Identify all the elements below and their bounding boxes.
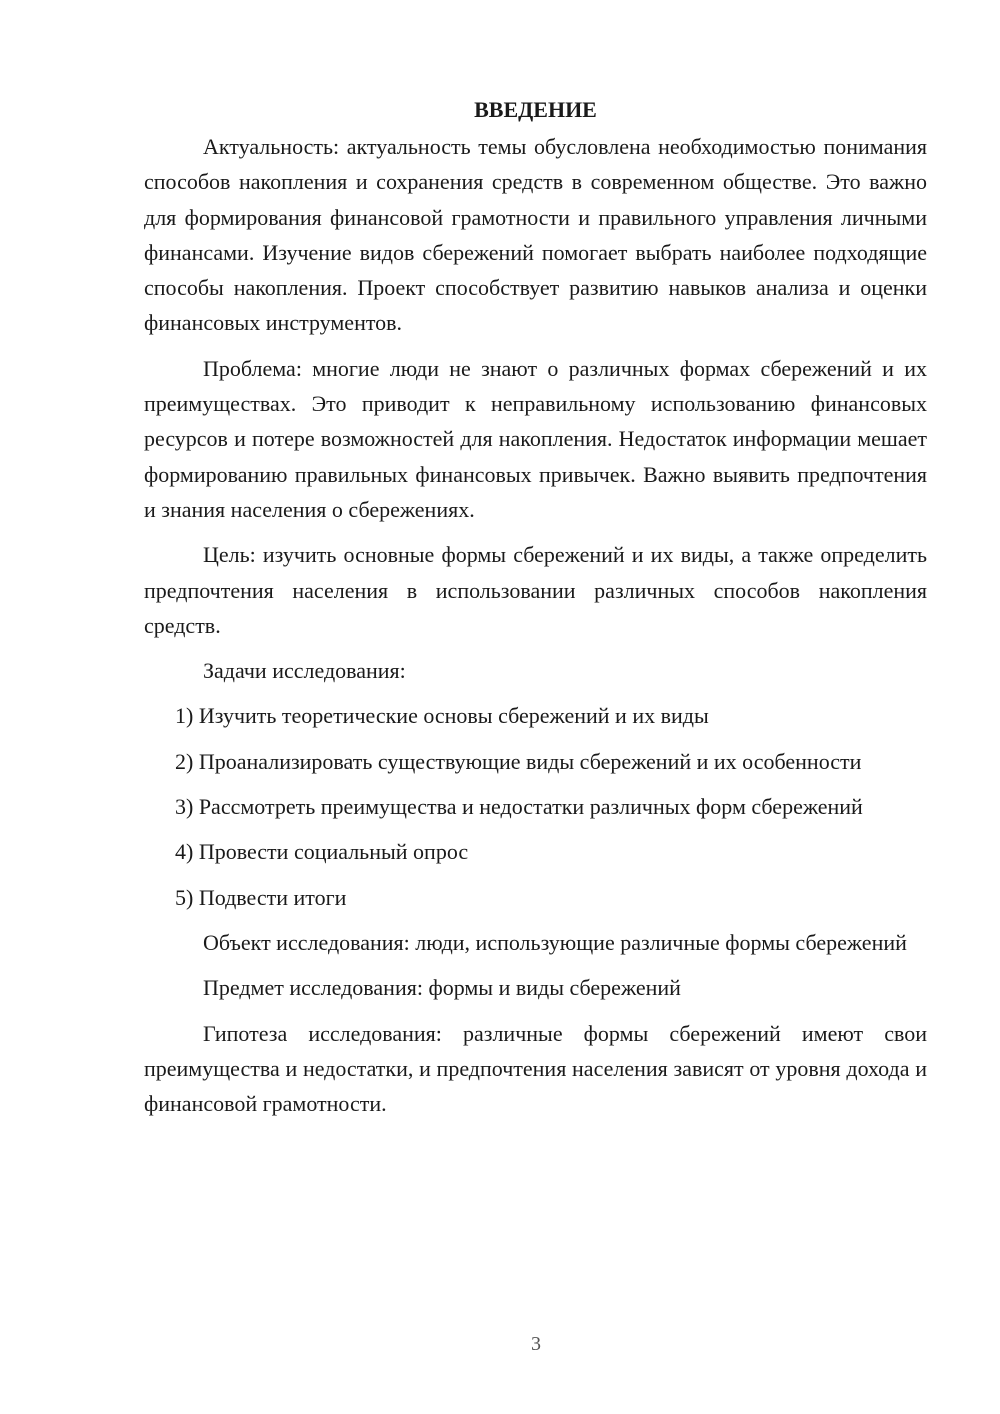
task-item: 4) Провести социальный опрос — [175, 839, 469, 865]
object-paragraph: Объект исследования: люди, использующие различные формы сбережений — [203, 929, 907, 955]
goal-paragraph: Цель: изучить основные формы сбережений и их виды, а также определить предпочтения населения в использовании различных способов накопления средств. — [144, 542, 927, 638]
task-item: 2) Проанализировать существующие виды сбережений и их особенности — [175, 748, 862, 774]
task-item: 1) Изучить теоретические основы сбережений и их виды — [175, 703, 709, 729]
task-item: 5) Подвести итоги — [175, 884, 347, 910]
document-page — [144, 92, 927, 1131]
section-title: ВВЕДЕНИЕ — [474, 97, 597, 122]
task-item: 3) Рассмотреть преимущества и недостатки различных форм сбережений — [175, 794, 863, 820]
subject-paragraph: Предмет исследования: формы и виды сбережений — [203, 975, 681, 1001]
problem-paragraph: Проблема: многие люди не знают о различных формах сбережений и их преимуществах. Это приводит к неправильному использованию финансовых ресурсов и потере возможностей для накопления. Недостаток информации мешает формированию правильных финансовых привычек. Важно выявить предпочтения и знания населения о сбережениях. — [144, 355, 927, 522]
hypothesis-paragraph: Гипотеза исследования: различные формы сбережений имеют свои преимущества и недостатки, и предпочтения населения зависят от уровня дохода и финансовой грамотности. — [144, 1020, 927, 1117]
page-number: 3 — [531, 1333, 541, 1355]
tasks-heading: Задачи исследования: — [203, 658, 406, 684]
relevance-paragraph: Актуальность: актуальность темы обусловлена необходимостью понимания способов накопления и сохранения средств в современном обществе. Это важно для формирования финансовой грамотности и правильного управления личными финансами. Изучение видов сбережений помогает выбрать наиболее подходящие способы накопления. Проект способствует развитию навыков анализа и оценки финансовых инструментов. — [144, 134, 927, 336]
